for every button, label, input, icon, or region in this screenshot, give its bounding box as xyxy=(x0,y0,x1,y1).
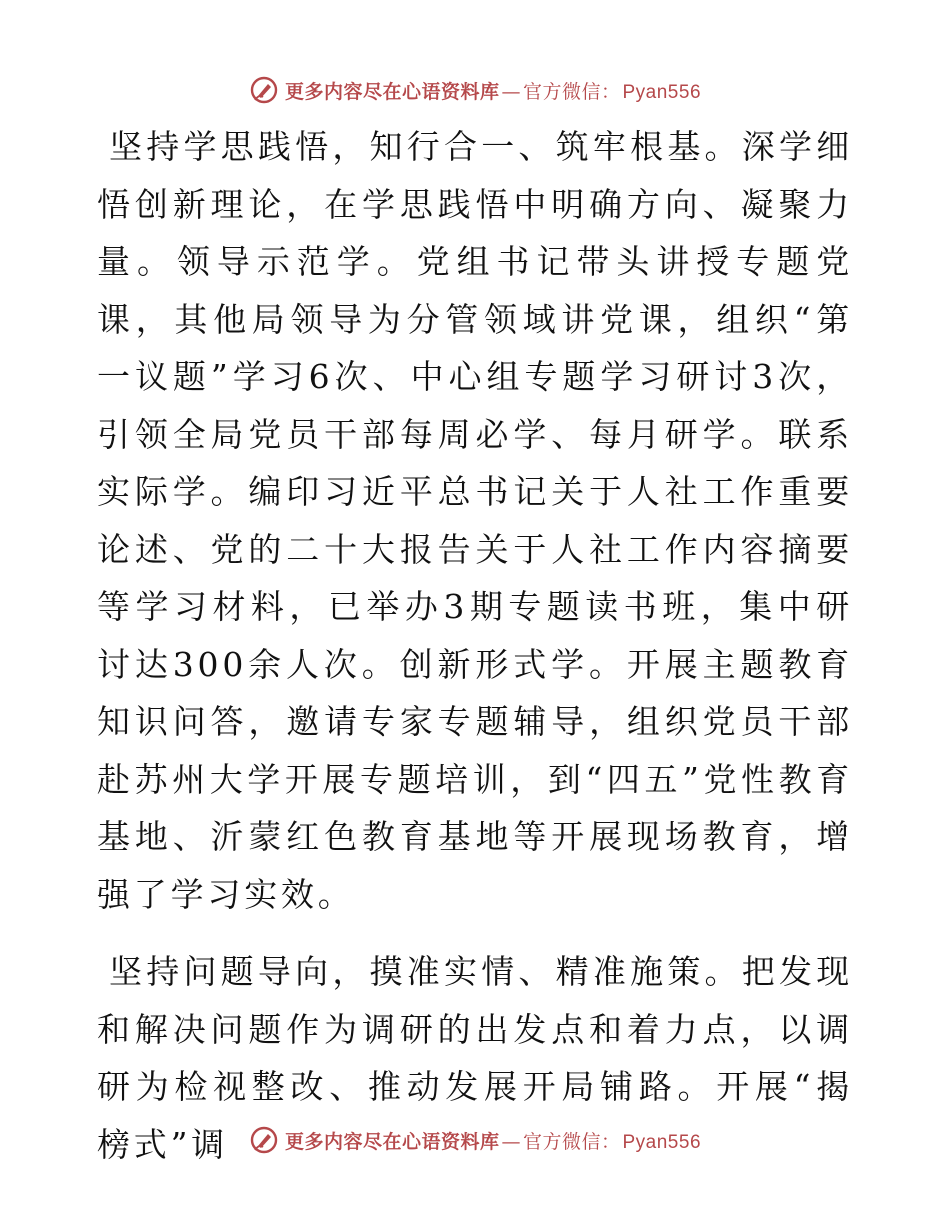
watermark-separator: — xyxy=(501,1130,521,1153)
watermark-brand: 更多内容尽在心语资料库 xyxy=(284,80,500,103)
watermark-separator: — xyxy=(501,80,521,103)
watermark-id: Pyan556 xyxy=(622,81,702,103)
watermark-label: 官方微信： xyxy=(522,1130,621,1153)
watermark-footer xyxy=(0,1120,950,1160)
watermark-header xyxy=(0,70,950,110)
paragraph-2: 坚持问题导向，摸准实情、精准施策。把发现和解决问题作为调研的出发点和着力点，以调研为检视整改、推动发展开局铺路。开展“揭榜式”调 xyxy=(97,952,853,1164)
paragraph-1: 坚持学思践悟，知行合一、筑牢根基。深学细悟创新理论，在学思践悟中明确方向、凝聚力量。领导示范学。党组书记带头讲授专题党课，其他局领导为分管领域讲党课，组织“第一议题”学习6次、中心组专题学习研讨3次，引领全局党员干部每周必学、每月研学。联系实际学。编印习近平总书记关于人社工作重要论述、党的二十大报告关于人社工作内容摘要等学习材料，已举办3期专题读书班，集中研讨达300余人次。创新形式学。开展主题教育知识问答，邀请专家专题辅导，组织党员干部赴苏州大学开展专题培训，到“四五”党性教育基地、沂蒙红色教育基地等开展现场教育，增强了学习实效。 xyxy=(97,127,853,914)
watermark-text xyxy=(285,1127,701,1154)
document-body xyxy=(97,118,853,1173)
watermark-label: 官方微信： xyxy=(522,80,621,103)
pen-circle-icon xyxy=(249,75,279,105)
pen-circle-icon xyxy=(249,1125,279,1155)
watermark-brand: 更多内容尽在心语资料库 xyxy=(284,1130,500,1153)
watermark-id: Pyan556 xyxy=(622,1131,702,1153)
watermark-text xyxy=(285,77,701,104)
